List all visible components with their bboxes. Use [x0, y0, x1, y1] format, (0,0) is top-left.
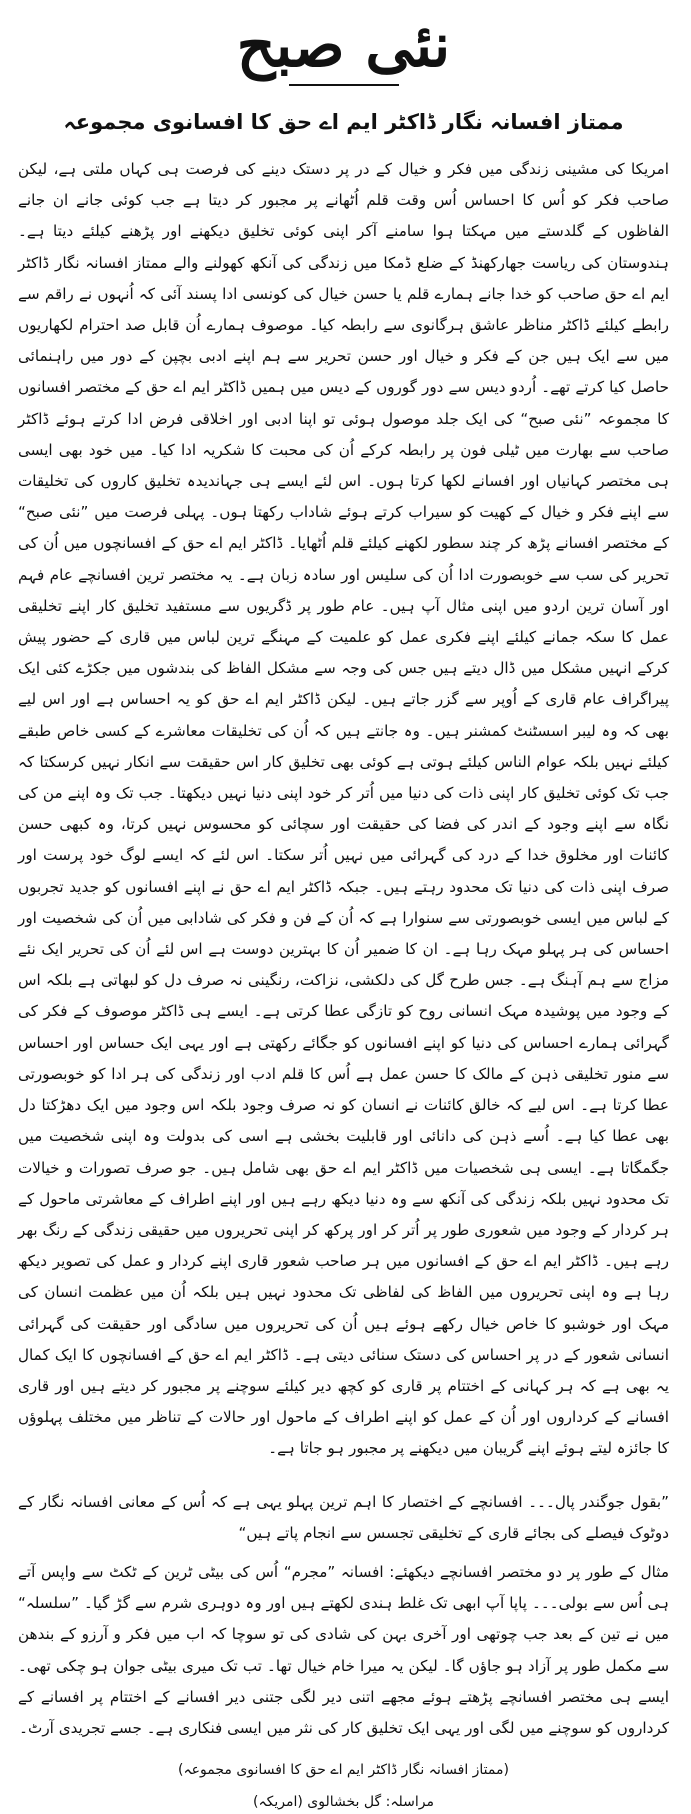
examples-paragraph: مثال کے طور پر دو مختصر افسانچے دیکھئے: افسانہ ”مجرم“ اُس کی بیٹی ٹرین کے ٹکٹ سے واپس آتے ہی اُس سے بولی۔۔۔ پاپا آپ ابھی تک غلط ہندی لکھتے ہیں اور وہ دوہری شرم سے گڑ گیا۔ ”سلسلہ“ میں نے تین کے بعد جب چوتھی اور آخری بہن کی شادی کی تو سوچا کہ اب میں فکر و آرزو کے بندھن سے مکمل طور پر آزاد ہو جاؤں گا۔ لیکن یہ میرا خام خیال تھا۔ تب تک میری بیٹی جوان ہو چکی تھی۔ ایسے ہی مختصر افسانچے پڑھتے ہوئے مجھے اتنی دیر لگی جتنی دیر افسانے کے اختتام پر افسانے کے کرداروں کو سوچنے میں لگی اور یہی ایک تخلیق کار کی نثر میں ایسی فنکاری ہے۔ جسے تجریدی آرٹ۔ — [18, 1562, 669, 1737]
correspondent-credit: مراسلہ: گل بخشالوی (امریکہ) — [252, 1794, 435, 1811]
article-subtitle: ممتاز افسانہ نگار ڈاکٹر ایم اے حق کا افسانوی مجموعہ — [63, 110, 624, 134]
footer-caption: (ممتاز افسانہ نگار ڈاکٹر ایم اے حق کا افسانوی مجموعہ) — [178, 1762, 509, 1779]
masthead — [18, 8, 669, 94]
masthead-title: نئی صبح — [236, 11, 451, 81]
article-body — [18, 154, 669, 1465]
body-paragraph: امریکا کی مشینی زندگی میں فکر و خیال کے در پر دستک دینے کی فرصت ہی کہاں ملتی ہے، لیکن صاحب فکر کو اُس کا احساس اُس وقت قلم اُٹھانے پر مجبور کر دیتا ہے جب کوئی جانے ان جانے الفاظوں کے گلدستے میں مہکتا ہوا سامنے آکر اپنی کوئی تخلیق دیکھنے اور پڑھنے کیلئے دیتا ہے۔ ہندوستان کی ریاست جھارکھنڈ کے ضلع ڈمکا میں زندگی کی آنکھ کھولنے والے ممتاز افسانہ نگار ڈاکٹر ایم اے حق صاحب کو خدا جانے ہمارے قلم یا حسن خیال کی کونسی ادا پسند آئی کہ اُنہوں نے راقم سے رابطے کیلئے ڈاکٹر مناظر عاشق ہرگانوی سے رابطہ کیا۔ موصوف ہمارے اُن قابل صد احترام لکھاریوں میں سے ایک ہیں جن کے فکر و خیال اور حسن تحریر سے ہم اپنے ادبی بچپن کے دور میں راہنمائی حاصل کیا کرتے تھے۔ اُردو دیس سے دور گوروں کے دیس میں ہمیں ڈاکٹر ایم اے حق کے مختصر افسانوں کا مجموعہ ”نئی صبح“ کی ایک جلد موصول ہوئی تو اپنا ادبی اور اخلاقی فرض ادا کرتے ہوئے ڈاکٹر صاحب سے بھارت میں ٹیلی فون پر رابطہ کرکے اُن کی محبت کا شکریہ ادا کیا۔ میں خود بھی ایسی ہی مختصر کہانیاں اور افسانے لکھا کرتا ہوں۔ اس لئے ایسے ہی جہاندیدہ تخلیق کاروں کی تخلیقات سے اپنے فکر و خیال کے کھیت کو سیراب کرتے ہوئے شاداب رکھتا ہوں۔ پہلی فرصت میں ”نئی صبح“ کے مختصر افسانے پڑھ کر چند سطور لکھنے کیلئے قلم اُٹھایا۔ ڈاکٹر ایم اے حق کے افسانچوں میں اُن کی تحریر کی سب سے خوبصورت ادا اُن کی سلیس اور سادہ زبان ہے۔ یہ مختصر ترین افسانچے عام فہم اور آسان ترین اردو میں اپنی مثال آپ ہیں۔ عام طور پر ڈگریوں سے مستفید تخلیق کار اپنے تخلیقی عمل کا سکہ جمانے کیلئے اپنے فکری عمل کو علمیت کے مہنگے ترین لباس میں قاری کے حضور پیش کرکے انہیں مشکل میں ڈال دیتے ہیں جس کی وجہ سے مشکل الفاظ کی بندشوں میں جکڑے کئی ایک پیراگراف عام قاری کے اُوپر سے گزر جاتے ہیں۔ لیکن ڈاکٹر ایم اے حق کو یہ احساس ہے اور اس لیے بھی کہ وہ لیبر اسسٹنٹ کمشنر ہیں۔ وہ جانتے ہیں کہ اُن کی تخلیقات معاشرے کے کسی خاص طبقے کیلئے نہیں بلکہ عوام الناس کیلئے ہوتی ہے کوئی بھی تخلیق کار اس حقیقت سے انکار نہیں کرسکتا کہ جب تک کوئی تخلیق کار اپنی ذات کی دنیا میں اُتر کر خود اپنی دنیا نہیں دیکھتا۔ جب تک وہ اپنے من کی نگاہ سے اپنے وجود کے اندر کی فضا کی حقیقت اور سچائی کو محسوس نہیں کرتا، وہ کبھی حسن کائنات اور مخلوق خدا کے درد کی گہرائی میں نہیں اُتر سکتا۔ اس لئے کہ ایسے لوگ خود پرست اور صرف اپنی ذات کی دنیا تک محدود رہتے ہیں۔ جبکہ ڈاکٹر ایم اے حق نے اپنے افسانوں کو جدید تجربوں کے لباس میں ایسی خوبصورتی سے سنوارا ہے کہ اُن کے فن و فکر کی شادابی میں اُن کی شخصیت اور احساس کی ہر پہلو مہک رہا ہے۔ ان کا ضمیر اُن کا بہترین دوست ہے اس لئے اُن کی تحریر ایک نئے مزاج سے ہم آہنگ ہے۔ جس طرح گل کی دلکشی، نزاکت، رنگینی نہ صرف دل کو لبھاتی ہے بلکہ اس کے وجود میں پوشیدہ مہک انسانی روح کو تازگی عطا کرتی ہے۔ ایسے ہی ڈاکٹر موصوف کے فکر کی گہرائی ہمارے احساس کی دنیا کو اپنے افسانوں کو جگائے رکھتی ہے اور یہی ایک حساس اور احساس سے منور تخلیقی ذہن کے مالک کا حسن عمل ہے اُس کا قلم ادب اور زندگی کی ہر ادا کو خوبصورتی عطا کرتا ہے۔ اس لیے کہ خالق کائنات نے انسان کو نہ صرف وجود بلکہ اس وجود میں ایک دھڑکتا دل بھی عطا کیا ہے۔ اُسے ذہن کی دانائی اور قابلیت بخشی ہے اسی کی بدولت وہ اپنی شخصیت میں جگمگاتا ہے۔ ایسی ہی شخصیات میں ڈاکٹر ایم اے حق بھی شامل ہیں۔ جو صرف تصورات و خیالات تک محدود نہیں بلکہ زندگی کی آنکھ سے وہ دنیا دیکھ رہے ہیں اور اپنے اطراف کے معاشرتی ماحول کے ہر کردار کے وجود میں شعوری طور پر اُتر کر اور پرکھ کر اپنی تحریروں میں حقیقی زندگی کے رنگ بھر رہے ہیں۔ ڈاکٹر ایم اے حق کے افسانوں میں ہر صاحب شعور قاری اپنے کردار و عمل کی تصویر دیکھ رہا ہے وہ اپنی تحریروں میں الفاظ کی لفاظی تک محدود نہیں ہیں بلکہ اُن میں عظمت انسان کی مہک اور خوشبو کا خاص خیال رکھے ہوئے ہیں اُن کی تحریروں میں سادگی اور حقیقت کی گہرائی انسانی شعور کے در پر احساس کی دستک سنائی دیتی ہے۔ ڈاکٹر ایم اے حق کے افسانچوں کا ایک کمال یہ بھی ہے کہ ہر کہانی کے اختتام پر قاری کو کچھ دیر کیلئے سوچنے پر مجبور کر دیتے ہیں اور قاری افسانے کے کرداروں اور اُن کے عمل کو اپنے اطراف کے ماحول اور حالات کے تناظر میں مختلف پہلوؤں کا جائزہ لیتے ہوئے اپنے گریبان میں دیکھنے پر مجبور ہو جاتا ہے۔ — [18, 160, 669, 1458]
quote-paragraph: ”بقول جوگندر پال۔۔۔ افسانچے کے اختصار کا اہم ترین پہلو یہی ہے کہ اُس کے معانی افسانہ نگار کے دوٹوک فیصلے کی بجائے قاری کے تخلیقی تجسس سے انجام پاتے ہیں“ — [18, 1492, 669, 1542]
masthead-underline — [289, 84, 399, 86]
section-spacer — [18, 1465, 669, 1487]
examples-section — [18, 1557, 669, 1744]
